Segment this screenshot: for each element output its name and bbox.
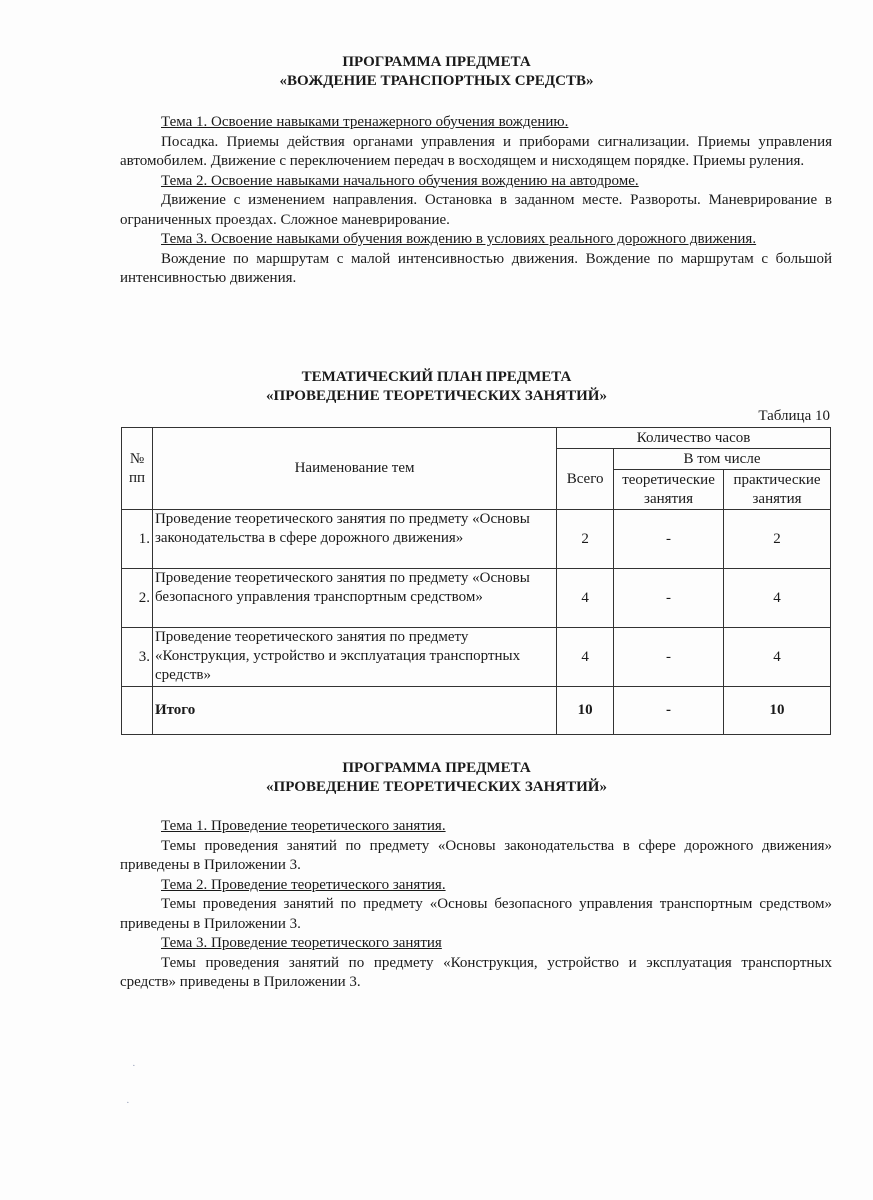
- row-num: 2.: [122, 569, 153, 628]
- section1-title-line2: «ВОЖДЕНИЕ ТРАНСПОРТНЫХ СРЕДСТВ»: [279, 73, 594, 89]
- total-total: 10: [557, 687, 614, 735]
- scan-speck: ·: [126, 1097, 130, 1109]
- section2-title-line1: ТЕМАТИЧЕСКИЙ ПЛАН ПРЕДМЕТА: [301, 369, 572, 385]
- row-name: Проведение теоретического занятия по предмету «Конструкция, устройство и эксплуатация транспортных средств»: [152, 628, 556, 687]
- row-num: 3.: [122, 628, 153, 687]
- total-row: [122, 687, 831, 735]
- topic-title: Тема 1. Проведение теоретического занятия.: [161, 818, 446, 834]
- header-practice: практические занятия: [724, 470, 831, 510]
- total-theory: -: [614, 687, 724, 735]
- row-name: Проведение теоретического занятия по предмету «Основы законодательства в сфере дорожного движения»: [152, 510, 556, 569]
- row-theory: -: [614, 569, 724, 628]
- section3-title-line1: ПРОГРАММА ПРЕДМЕТА: [342, 760, 531, 776]
- topic-title: Тема 3. Освоение навыками обучения вождению в условиях реального дорожного движения.: [161, 231, 757, 247]
- section1-topics: [120, 113, 832, 289]
- header-including: В том числе: [614, 449, 831, 470]
- section2-title-line2: «ПРОВЕДЕНИЕ ТЕОРЕТИЧЕСКИХ ЗАНЯТИЙ»: [266, 388, 607, 404]
- total-label: Итого: [152, 687, 556, 735]
- section2-heading: [0, 368, 873, 406]
- row-total: 4: [557, 569, 614, 628]
- section3-title-line2: «ПРОВЕДЕНИЕ ТЕОРЕТИЧЕСКИХ ЗАНЯТИЙ»: [266, 779, 607, 795]
- thematic-plan-table: [121, 427, 831, 735]
- row-theory: -: [614, 628, 724, 687]
- topic-title: Тема 1. Освоение навыками тренажерного обучения вождению.: [161, 114, 569, 130]
- header-total: Всего: [557, 449, 614, 510]
- row-theory: -: [614, 510, 724, 569]
- topic-title: Тема 2. Освоение навыками начального обучения вождению на автодроме.: [161, 172, 639, 189]
- row-num: 1.: [122, 510, 153, 569]
- row-name: Проведение теоретического занятия по предмету «Основы безопасного управления транспортным средством»: [152, 569, 556, 628]
- topic-title: Тема 2. Проведение теоретического занятия.: [161, 876, 446, 893]
- row-total: 4: [557, 628, 614, 687]
- topic-text: Темы проведения занятий по предмету «Конструкция, устройство и эксплуатация транспортных средств» приведены в Приложении 3.: [120, 954, 832, 990]
- topic-text: Темы проведения занятий по предмету «Основы безопасного управления транспортным средством» приведены в Приложении 3.: [120, 896, 832, 932]
- topic-text: Вождение по маршрутам с малой интенсивностью движения. Вождение по маршрутам с большой интенсивностью движения.: [120, 250, 832, 286]
- section3-topics: [120, 817, 832, 993]
- section1-title-line1: ПРОГРАММА ПРЕДМЕТА: [342, 54, 531, 70]
- total-num-cell: [122, 687, 153, 735]
- total-practice: 10: [724, 687, 831, 735]
- table-row: [122, 628, 831, 687]
- row-practice: 4: [724, 628, 831, 687]
- table-row: [122, 569, 831, 628]
- row-total: 2: [557, 510, 614, 569]
- section3-heading: [0, 759, 873, 797]
- header-num: № пп: [122, 428, 153, 510]
- row-practice: 2: [724, 510, 831, 569]
- table-row: [122, 510, 831, 569]
- header-hours: Количество часов: [557, 428, 831, 449]
- table-caption: Таблица 10: [758, 408, 830, 424]
- topic-title: Тема 3. Проведение теоретического занятия: [161, 935, 442, 951]
- header-theory: теоретические занятия: [614, 470, 724, 510]
- topic-text: Движение с изменением направления. Остановка в заданном месте. Развороты. Маневрирование в ограниченных проездах. Сложное маневрирование.: [120, 192, 832, 228]
- scan-speck: ·: [132, 1060, 136, 1072]
- topic-text: Посадка. Приемы действия органами управления и приборами сигнализации. Приемы управления автомобилем. Движение с переключением передач в восходящем и нисходящем порядке. Приемы руления.: [120, 133, 832, 169]
- header-name: Наименование тем: [152, 428, 556, 510]
- section1-heading: [0, 53, 873, 91]
- row-practice: 4: [724, 569, 831, 628]
- topic-text: Темы проведения занятий по предмету «Основы законодательства в сфере дорожного движения» приведены в Приложении 3.: [120, 837, 832, 873]
